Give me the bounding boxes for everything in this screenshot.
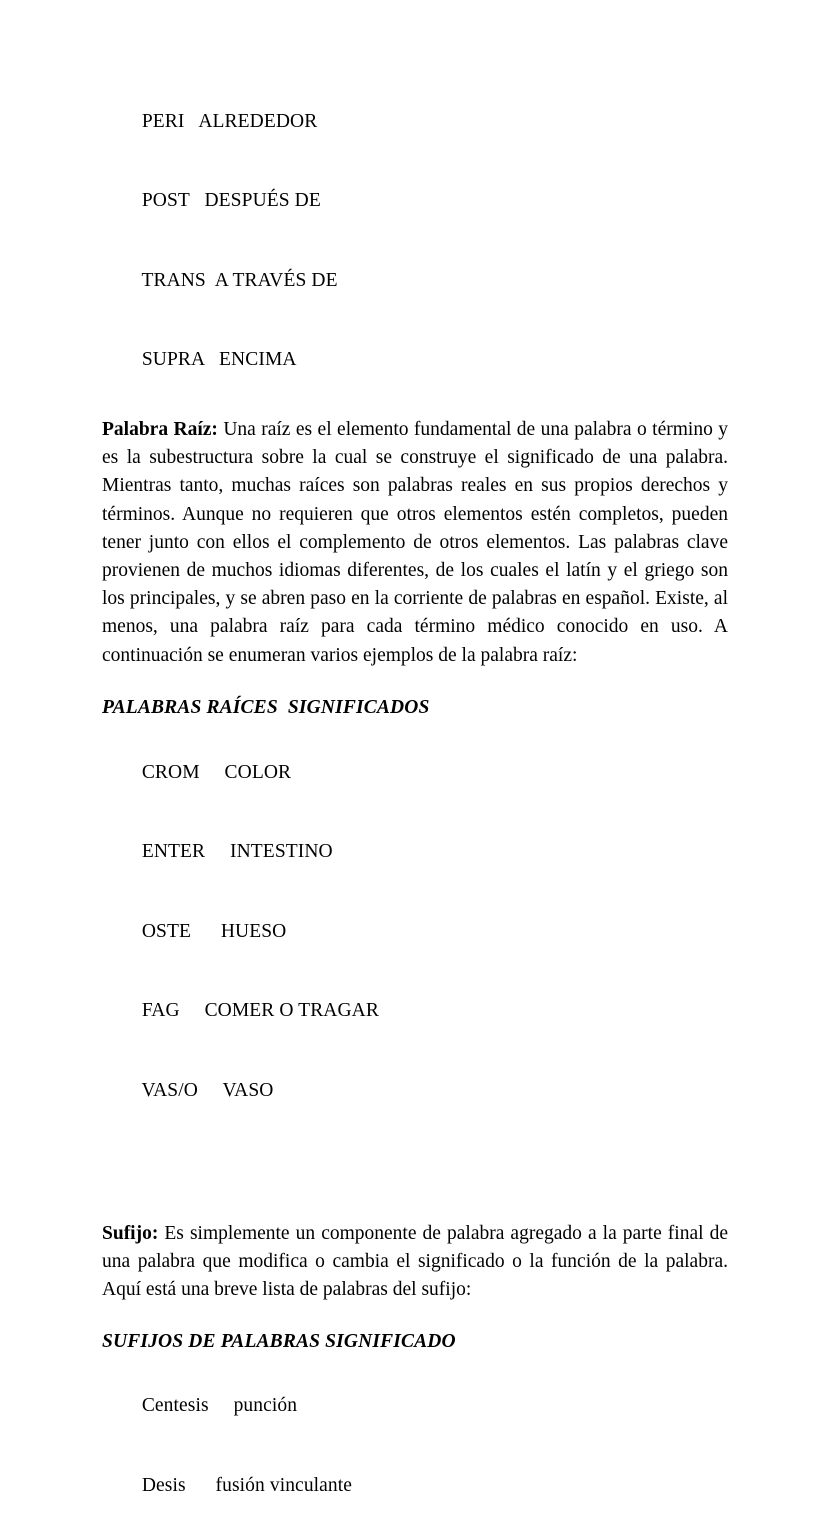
term-line (102, 1377, 728, 1436)
term-meaning: COLOR (224, 761, 292, 783)
term-line (102, 1061, 728, 1120)
term-meaning: A TRAVÉS DE (214, 269, 338, 291)
term-line (102, 92, 728, 151)
term-line (102, 902, 728, 961)
term-meaning: ENCIMA (219, 349, 297, 370)
term-key: OSTE (141, 920, 191, 942)
root-word-term-list (102, 743, 728, 1120)
term-meaning: fusión vinculante (215, 1474, 353, 1496)
term-gap (209, 1395, 234, 1416)
spacer (102, 389, 728, 416)
term-gap (204, 349, 219, 370)
term-line (102, 823, 728, 882)
term-gap (186, 1475, 216, 1496)
term-key: PERI (141, 110, 185, 132)
term-meaning: punción (233, 1395, 298, 1417)
term-key: Centesis (141, 1395, 209, 1417)
term-key: TRANS (141, 269, 206, 291)
suffix-words-heading: SUFIJOS DE PALABRAS SIGNIFICADO (102, 1331, 456, 1353)
term-gap (205, 841, 230, 862)
spacer (102, 717, 728, 743)
term-key: FAG (141, 1000, 180, 1022)
term-line (102, 172, 728, 231)
spacer (102, 1304, 728, 1332)
term-line (102, 1456, 728, 1515)
spacer (102, 1352, 728, 1377)
term-key: SUPRA (141, 349, 205, 370)
term-key: VAS/O (141, 1079, 198, 1101)
root-word-paragraph (102, 416, 728, 670)
term-gap (180, 1000, 205, 1021)
term-gap (206, 270, 215, 291)
suffix-paragraph (102, 1220, 728, 1305)
term-gap (200, 762, 225, 783)
term-gap (191, 921, 221, 942)
spacer (102, 670, 728, 698)
term-gap (184, 111, 198, 132)
root-word-paragraph-text: Una raíz es el elemento fundamental de una palabra o término y es la subestructura sobre la cual se construye el significado de una palabra. Mientras tanto, muchas raíces son palabras reales en sus propios derechos y términos. Aunque no requieren que otros elementos estén completos, pueden tener junto con ellos el complemento de otros elementos. Las palabras clave provienen de muchos idiomas diferentes, de los cuales el latín y el griego son los principales, y se abren paso en la corriente de palabras en español. Existe, al menos, una palabra raíz para cada término médico conocido en uso. A continuación se enumeran varios ejemplos de la palabra raíz: (102, 419, 728, 666)
term-gap (190, 190, 205, 211)
spacer (102, 1120, 728, 1220)
term-meaning: ALREDEDOR (198, 110, 318, 132)
term-key: ENTER (141, 841, 206, 863)
term-key: CROM (141, 761, 200, 783)
term-meaning: INTESTINO (230, 841, 333, 863)
term-key: Desis (141, 1474, 186, 1496)
term-meaning: HUESO (220, 920, 287, 942)
term-gap (198, 1080, 223, 1101)
term-line (102, 743, 728, 802)
document-content (102, 92, 728, 1515)
suffix-paragraph-text: Es simplemente un componente de palabra agregado a la parte final de una palabra que modifica o cambia el significado o la función de la palabra. Aquí está una breve lista de palabras del sufijo: (102, 1222, 728, 1301)
term-meaning: VASO (222, 1079, 274, 1101)
root-words-heading: PALABRAS RAÍCES SIGNIFICADOS (102, 696, 430, 718)
term-key: POST (141, 190, 190, 211)
term-meaning: COMER O TRAGAR (204, 1000, 379, 1022)
term-line (102, 331, 728, 390)
prefix-term-list (102, 92, 728, 389)
suffix-term-list (102, 1377, 728, 1515)
term-meaning: DESPUÉS DE (204, 190, 321, 211)
term-line (102, 251, 728, 310)
root-word-paragraph-lead: Palabra Raíz: (102, 419, 218, 440)
term-line (102, 982, 728, 1041)
suffix-paragraph-lead: Sufijo: (102, 1222, 159, 1244)
